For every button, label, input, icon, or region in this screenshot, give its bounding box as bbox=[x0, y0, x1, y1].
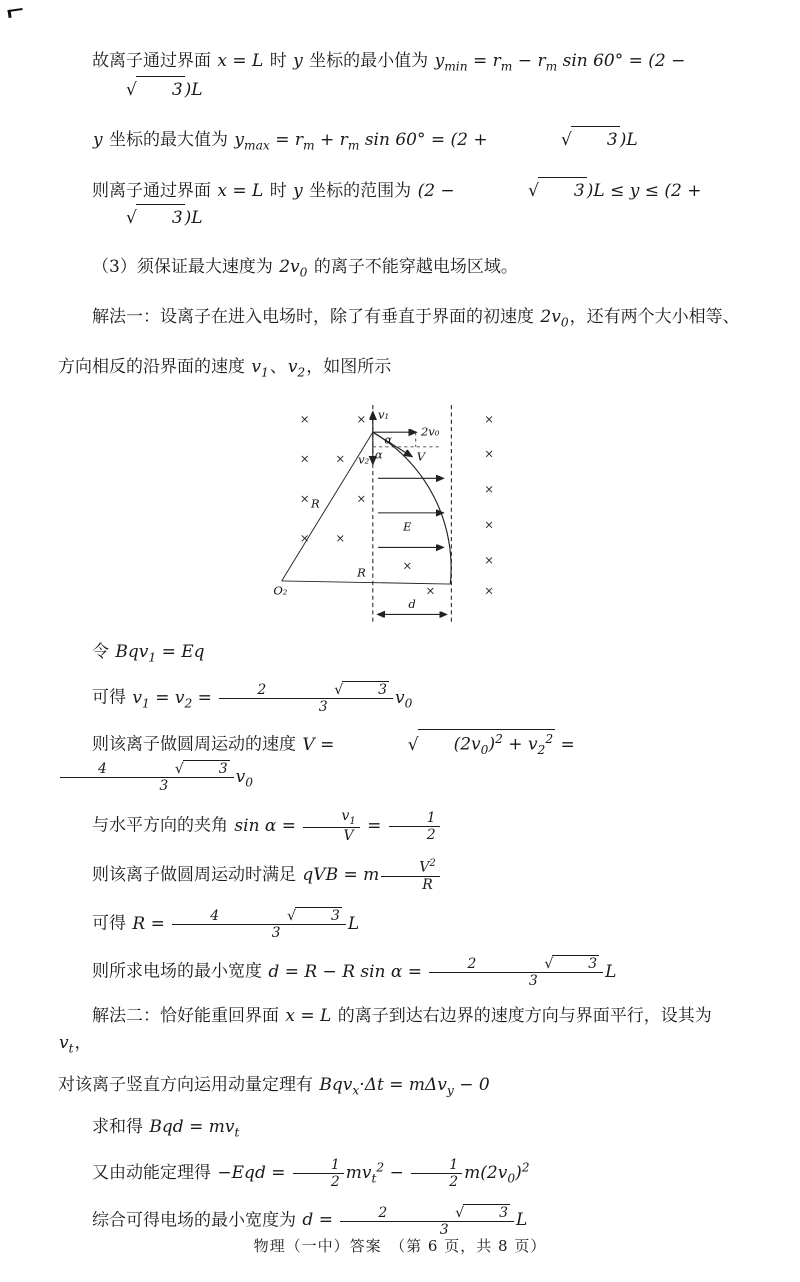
cross-field-mark: × bbox=[356, 491, 367, 506]
diagram-label-R: R bbox=[311, 496, 320, 511]
diagram-label-v₂: v₂ bbox=[358, 452, 370, 467]
page-footer: 物理（一中）答案 （第 6 页，共 8 页） bbox=[253, 1237, 547, 1255]
text-line: 解法二：恰好能重回界面 x = L 的离子到达右边界的速度方向与界面平行，设其为 $v_t$， bbox=[59, 1006, 712, 1055]
fraction: $\frac{4 √ 3}{3}$ bbox=[172, 907, 346, 941]
cross-field-mark: × bbox=[425, 583, 436, 598]
text-line: 对该离子竖直方向运用动量定理有 Bqv$_x$·Δt = mΔv$_y$ − 0 bbox=[58, 1074, 490, 1098]
cross-field-mark: × bbox=[484, 583, 494, 598]
cross-field-mark: × bbox=[484, 446, 494, 461]
math-expression: d = $\frac{2 √ 3}{3}$ L bbox=[302, 1204, 528, 1238]
math-expression: $y_{max} = r_m + r_m$ sin 60° = (2 + √ 3 )L bbox=[233, 130, 638, 150]
text-line: 综合可得电场的最小宽度为 d = $\frac{2 √ 3}{3}$ L bbox=[92, 1204, 528, 1238]
text-line: 可得 R = $\frac{4 √ 3}{3}$ L bbox=[92, 908, 360, 942]
sqrt-radical: √ 3 bbox=[460, 177, 587, 204]
text-line: 则该离子做圆周运动时满足 qVB = m $\frac{V^2}{R}$ bbox=[58, 858, 740, 893]
text-line: 则离子通过界面 x = L 时 y 坐标的范围为 (2 − √ 3 )L ≤ y ≤ (2 + √ 3 )L bbox=[58, 177, 740, 232]
solution-text-bottom bbox=[58, 639, 740, 1238]
diagram-label-d: d bbox=[408, 596, 416, 611]
text-line: 求和得 Bqd = $mv_t$ bbox=[92, 1117, 240, 1140]
cross-field-mark: × bbox=[402, 558, 413, 573]
sqrt-radical: √ 3 bbox=[58, 76, 185, 103]
diagram-label-v₁: v₁ bbox=[378, 407, 390, 422]
text-line: 则该离子做圆周运动的速度 V = √ $(2v_0)^2 + v_2^2$ = $\frac{4 √ 3}{3}$ $v_0$ bbox=[58, 729, 740, 794]
diagram-label-V: V bbox=[416, 449, 426, 464]
magnetic-electric-field-diagram bbox=[273, 405, 525, 627]
sqrt-radical: √ 3 bbox=[287, 908, 340, 925]
fraction: $\frac{1}{2}$ bbox=[411, 1157, 462, 1190]
text-line: y 坐标的最大值为 $y_{max} = r_m + r_m$ sin 60° = (2 + √ 3 )L bbox=[58, 126, 740, 155]
fraction: $\frac{2 √ 3}{3}$ bbox=[219, 681, 393, 715]
fraction: $\frac{2 √ 3}{3}$ bbox=[429, 955, 603, 989]
math-expression: $2v_0$ bbox=[279, 256, 308, 280]
text-line: 又由动能定理得 −Eqd = $\frac{1}{2}$ $mv_t^2$ − $\frac{1}{2}$ $m(2v_0)^2$ bbox=[92, 1156, 530, 1190]
cross-field-mark: × bbox=[484, 481, 494, 496]
fraction: $\frac{v_1}{V}$ bbox=[303, 808, 359, 844]
math-expression: qVB = m $\frac{V^2}{R}$ bbox=[301, 865, 442, 885]
text-line: 方向相反的沿界面的速度 $v_1$、$v_2$，如图所示 bbox=[58, 357, 392, 380]
diagram-container bbox=[58, 405, 740, 627]
cross-field-mark: × bbox=[484, 411, 494, 426]
text-line: 令 Bqv$_1$ = Eq bbox=[92, 641, 205, 665]
diagram-label-E: E bbox=[403, 519, 412, 534]
sqrt-radical: √ 3 bbox=[544, 956, 598, 973]
cross-field-mark: × bbox=[299, 411, 310, 426]
math-expression: $2v_0$ bbox=[540, 307, 569, 330]
cross-field-mark: × bbox=[356, 411, 367, 426]
sqrt-radical: √ 3 bbox=[493, 126, 620, 153]
cross-field-mark: × bbox=[299, 491, 310, 506]
field-cross-marks bbox=[300, 412, 494, 598]
math-expression: R = $\frac{4 √ 3}{3}$ L bbox=[132, 908, 360, 942]
sqrt-radical: √ 3 bbox=[174, 761, 228, 778]
cross-field-mark: × bbox=[335, 530, 346, 545]
math-expression: x = L bbox=[285, 1006, 332, 1027]
sqrt-radical: √ $(2v_0)^2 + v_2^2$ bbox=[340, 729, 555, 760]
math-expression: −Eqd = $\frac{1}{2}$ $mv_t^2$ − $\frac{1}{2}$ $m(2v_0)^2$ bbox=[217, 1156, 530, 1190]
text-line: 可得 $v_1 = v_2$ = $\frac{2 √ 3}{3}$ $v_0$ bbox=[92, 682, 413, 716]
diagram-label-O₂: O₂ bbox=[273, 583, 288, 598]
cross-field-mark: × bbox=[335, 451, 346, 466]
diagram-label-α: α bbox=[384, 432, 393, 447]
cross-field-mark: × bbox=[484, 552, 494, 567]
cross-field-mark: × bbox=[299, 530, 310, 545]
math-expression: $v_1 = v_2$ = $\frac{2 √ 3}{3}$ $v_0$ bbox=[132, 682, 413, 716]
math-expression: V = √ $(2v_0)^2 + v_2^2$ = $\frac{4 √ 3}{3}$ $v_0$ bbox=[58, 735, 575, 787]
fraction: $\frac{1}{2}$ bbox=[389, 810, 440, 843]
math-expression: (2 − √ 3 )L ≤ y ≤ (2 + √ 3 )L bbox=[58, 181, 701, 228]
text-line: 故离子通过界面 x = L 时 y 坐标的最小值为 $y_{min} = r_m - r_m$ sin 60° = (2 − √ 3 )L bbox=[58, 48, 740, 104]
math-expression: x = L bbox=[217, 51, 264, 71]
math-expression: Bqd = $mv_t$ bbox=[149, 1117, 240, 1140]
scan-artifact-mark bbox=[8, 8, 24, 18]
math-expression: $y_{min} = r_m - r_m$ sin 60° = (2 − √ 3 )L bbox=[58, 51, 685, 100]
math-expression: d = R − R sin α = $\frac{2 √ 3}{3}$ L bbox=[268, 956, 617, 990]
math-expression: $v_1$ bbox=[251, 357, 269, 380]
e-field-arrows bbox=[378, 478, 443, 547]
solution-text-top bbox=[58, 48, 740, 383]
sqrt-radical: √ 3 bbox=[455, 1204, 508, 1221]
math-expression: x = L bbox=[217, 181, 264, 202]
sqrt-radical: √ 3 bbox=[334, 682, 387, 699]
diagram-label-α: α bbox=[374, 447, 383, 462]
math-expression: y bbox=[293, 181, 303, 202]
diagram-label-2v₀: 2v₀ bbox=[420, 424, 440, 439]
fraction: $\frac{1}{2}$ bbox=[293, 1157, 344, 1190]
cross-field-mark: × bbox=[299, 451, 310, 466]
diagram-labels bbox=[273, 407, 439, 611]
fraction: $\frac{V^2}{R}$ bbox=[381, 858, 439, 893]
cross-field-mark: × bbox=[484, 517, 494, 532]
diagram-label-R: R bbox=[357, 565, 366, 580]
sqrt-radical: √ 3 bbox=[58, 204, 185, 231]
text-line: 解法一：设离子在进入电场时，除了有垂直于界面的初速度 $2v_0$，还有两个大小相等、 bbox=[92, 307, 740, 330]
text-line: （3）须保证最大速度为 $2v_0$ 的离子不能穿越电场区域。 bbox=[92, 256, 518, 280]
math-expression: $v_t$ bbox=[59, 1032, 74, 1055]
math-expression: y bbox=[293, 51, 303, 71]
text-line: 与水平方向的夹角 sin α = $\frac{v_1}{V}$ = $\frac{1}{2}$ bbox=[58, 808, 740, 844]
math-expression: $v_2$ bbox=[287, 357, 306, 380]
math-expression: Bqv$_x$·Δt = mΔv$_y$ − 0 bbox=[319, 1074, 490, 1098]
math-expression: Bqv$_1$ = Eq bbox=[115, 641, 205, 665]
math-expression: sin α = $\frac{v_1}{V}$ = $\frac{1}{2}$ bbox=[233, 816, 442, 836]
fraction: $\frac{2 √ 3}{3}$ bbox=[340, 1204, 514, 1238]
fraction: $\frac{4 √ 3}{3}$ bbox=[60, 760, 234, 794]
math-expression: y bbox=[93, 129, 103, 150]
text-line: 则所求电场的最小宽度 d = R − R sin α = $\frac{2 √ 3}{3}$ L bbox=[92, 956, 617, 990]
